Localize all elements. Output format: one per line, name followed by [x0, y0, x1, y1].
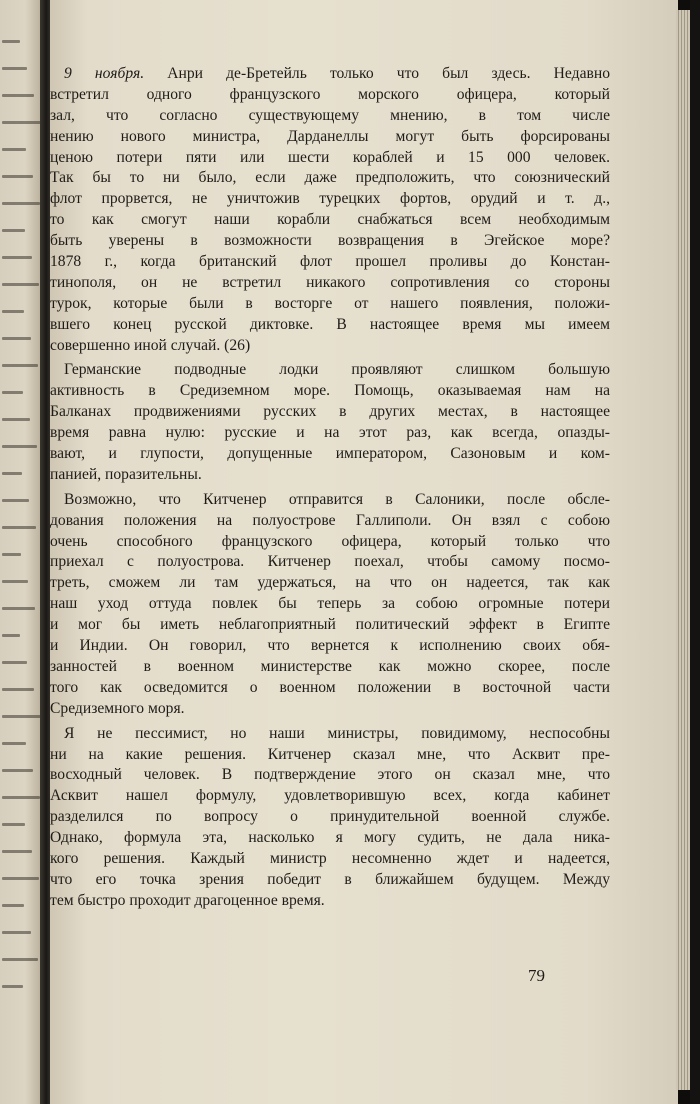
- text-line: [50, 786, 610, 807]
- line-text: панией, поразительны.: [50, 465, 202, 483]
- line-text: встретил одного французского морского офицера, который: [50, 85, 610, 103]
- left-page-fragment: [2, 121, 41, 124]
- entry-date: 9 ноября.: [64, 65, 145, 82]
- line-text: нению нового министра, Дарданеллы могут быть форсированы: [50, 127, 610, 145]
- text-line: [50, 828, 610, 849]
- left-page-fragment: [2, 364, 38, 367]
- line-text: 1878 г., когда британский флот прошел проливы до Констан-: [50, 253, 610, 271]
- text-line: [50, 745, 610, 766]
- left-page-fragment: [2, 67, 27, 70]
- line-text: треть, сможем ли там удержаться, на что он надеется, так как: [50, 574, 610, 592]
- left-page-fragment: [2, 742, 26, 745]
- line-text: тинополя, он не встретил никакого сопротивления со стороны: [50, 273, 610, 291]
- left-page-fragment: [2, 958, 38, 961]
- left-page-fragment: [2, 310, 24, 313]
- left-page-fragment: [2, 796, 40, 799]
- page-body-text: [50, 64, 610, 912]
- line-text: быть уверены в возможности возвращения в Эгейское море?: [50, 232, 610, 250]
- left-page-fragment: [2, 256, 32, 259]
- page-number: 79: [528, 966, 545, 985]
- left-page-fragment: [2, 40, 20, 43]
- left-page-fragment: [2, 94, 34, 97]
- text-line: [50, 210, 610, 231]
- left-page-fragment: [2, 634, 20, 637]
- text-line: [50, 511, 610, 532]
- left-page-fragment: [2, 769, 33, 772]
- left-page-fragment: [2, 418, 30, 421]
- text-line: [50, 657, 610, 678]
- text-line: [50, 252, 610, 273]
- line-text: флот прорвется, не уничтожив турецких фортов, орудий и т. д.,: [50, 190, 610, 208]
- line-text: и Индии. Он говорил, что вернется к исполнению своих обя-: [50, 637, 610, 655]
- text-line: [50, 381, 610, 402]
- text-line: [50, 636, 610, 657]
- line-text: занностей в военном министерстве как можно скорее, после: [50, 657, 610, 675]
- text-line: [50, 294, 610, 315]
- text-line: [50, 189, 610, 210]
- left-page-fragment: [2, 499, 29, 502]
- left-page-fragment: [2, 823, 25, 826]
- left-page-fragment: [2, 445, 37, 448]
- text-line: [50, 273, 610, 294]
- text-line: [50, 699, 610, 720]
- text-line: [50, 552, 610, 573]
- text-line: [50, 490, 610, 511]
- book-page: [50, 0, 678, 1104]
- line-text: ни на какие решения. Китченер сказал мне, что Асквит пре-: [50, 745, 610, 763]
- line-text: Я не пессимист, но наши министры, повидимому, неспособны: [64, 724, 610, 742]
- left-page-fragment: [2, 526, 36, 529]
- left-page-fragment: [2, 283, 39, 286]
- line-text: зал, что согласно существующему мнению, в том числе: [50, 106, 610, 124]
- left-page-fragment: [2, 553, 21, 556]
- line-text: Так бы то ни было, если даже предположить, что союзнический: [50, 169, 610, 187]
- line-text: того как осведомится о военном положении в восточной части: [50, 678, 610, 696]
- line-text: дования положения на полуострове Галлиполи. Он взял с собою: [50, 511, 610, 529]
- text-line: [50, 423, 610, 444]
- line-text: турок, которые были в восторге от нашего появления, положи-: [50, 294, 610, 312]
- text-line: [50, 106, 610, 127]
- left-page-fragment: [2, 715, 41, 718]
- line-text: то как смогут наши корабли снабжаться всем необходимым: [50, 211, 610, 229]
- text-line: [50, 807, 610, 828]
- left-page-fragment: [2, 931, 31, 934]
- text-line: [50, 532, 610, 553]
- left-page-fragment: [2, 391, 23, 394]
- text-line: [50, 870, 610, 891]
- line-text: вшего конец русской диктовке. В настоящее время мы имеем: [50, 315, 610, 333]
- text-line: [50, 231, 610, 252]
- line-text: совершенно иной случай. (26): [50, 336, 251, 354]
- line-text: Однако, формула эта, насколько я могу судить, не дала ника-: [50, 829, 610, 847]
- text-line: [50, 360, 610, 381]
- left-page-fragment: [2, 202, 40, 205]
- text-line: [50, 594, 610, 615]
- line-text: очень способного французского офицера, который только что: [50, 532, 610, 550]
- left-page-fragment: [2, 904, 24, 907]
- text-line: [50, 465, 610, 486]
- line-text: активность в Средиземном море. Помощь, оказываемая нам на: [50, 382, 610, 400]
- line-text: восходный человек. В подтверждение этого он сказал мне, что: [50, 766, 610, 784]
- left-page-fragment: [2, 661, 27, 664]
- text-line: [50, 678, 610, 699]
- line-text: Асквит нашел формулу, удовлетворившую всех, когда кабинет: [50, 787, 610, 805]
- line-text: приехал с полуострова. Китченер поехал, чтобы самому посмо-: [50, 553, 610, 571]
- left-page-fragment: [2, 472, 22, 475]
- line-text: наш уход оттуда повлек бы теперь за собою огромные потери: [50, 595, 610, 613]
- text-line: [50, 724, 610, 745]
- line-text: время равна нулю: русские и на этот раз, как всегда, опазды-: [50, 424, 610, 442]
- left-page-fragment: [2, 175, 33, 178]
- text-line: [50, 402, 610, 423]
- text-line: [50, 615, 610, 636]
- left-page-fragment: [2, 229, 25, 232]
- left-page-fragment: [2, 337, 31, 340]
- background-shadow: [690, 0, 700, 1104]
- line-text: Возможно, что Китченер отправится в Салоники, после обсле-: [64, 490, 610, 508]
- text-line: [50, 891, 610, 912]
- line-text: и мог бы иметь неблагоприятный политический эффект в Египте: [50, 616, 610, 634]
- left-page-fragment: [2, 148, 26, 151]
- text-line: [50, 64, 610, 85]
- left-page-fragment: [2, 607, 35, 610]
- text-line: [50, 127, 610, 148]
- left-page-fragment: [2, 877, 39, 880]
- line-text: тем быстро проходит драгоценное время.: [50, 891, 325, 909]
- left-page-fragment: [2, 985, 23, 988]
- text-line: [50, 336, 610, 357]
- text-line: [50, 168, 610, 189]
- line-text: Анри де-Бретейль только что был здесь. Недавно: [167, 65, 610, 82]
- line-text: разделился по вопросу о принудительной военной службе.: [50, 808, 610, 826]
- line-text: кого решения. Каждый министр несомненно ждет и надеется,: [50, 849, 610, 867]
- line-text: что его точка зрения победит в ближайшем будущем. Между: [50, 870, 610, 888]
- text-line: [50, 849, 610, 870]
- line-text: Средиземного моря.: [50, 699, 185, 717]
- line-text: вают, и глупости, допущенные императором, Сазоновым и ком-: [50, 445, 610, 463]
- text-line: [50, 315, 610, 336]
- left-page-fragment: [2, 688, 34, 691]
- text-line: [50, 85, 610, 106]
- text-line: [50, 765, 610, 786]
- text-line: [50, 148, 610, 169]
- text-line: [50, 573, 610, 594]
- line-text: Балканах продвижениями русских в других местах, в настоящее: [50, 403, 610, 421]
- left-page-fragment: [2, 850, 32, 853]
- text-line: [50, 444, 610, 465]
- previous-page-text-fragments: [2, 40, 42, 1012]
- left-page-fragment: [2, 580, 28, 583]
- line-text: ценою потери пяти или шести кораблей и 15 000 человек.: [50, 148, 610, 166]
- line-text: Германские подводные лодки проявляют слишком большую: [64, 361, 610, 379]
